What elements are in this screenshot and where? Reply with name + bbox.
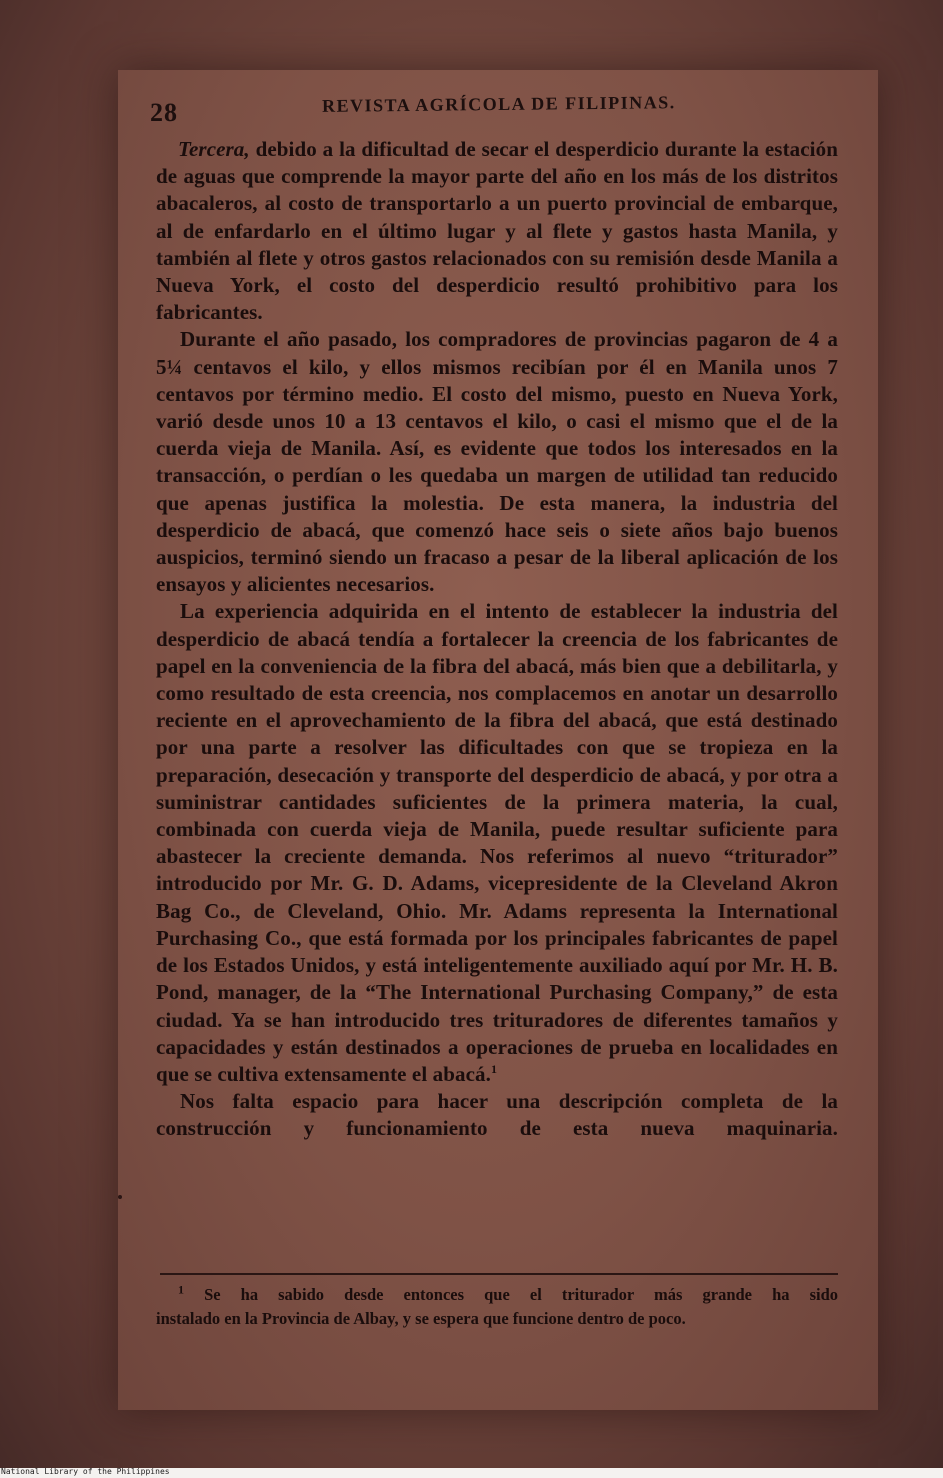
paragraph-2-text: Durante el año pasado, los compradores de provincias pagaron de 4 a 5¼ centavos el kilo, y ellos mismos recibían por él en Manila unos 7 centavos por término medio. El costo del mismo, puesto en Nueva York, varió desde unos 10 a 13 centavos el kilo, o casi el mismo que el de la cuerda vieja de Manila. Así, es evidente que todos los interesados en la transacción, o perdían o les quedaba un margen de utilidad tan reducido que apenas justifica la molestia. De esta manera, la industria del desperdicio de abacá, que comenzó hace seis o siete años bajo buenos auspicios, terminó siendo un fracaso a pesar de la liberal aplicación de los ensayos y alicientes necesarios. [156, 327, 838, 597]
page-header [150, 92, 840, 126]
footnote-line-2 [156, 1307, 838, 1331]
footnote-rule [160, 1273, 838, 1275]
paragraph-4-text: Nos falta espacio para hacer una descripción completa de la construcción y funcionamiento de esta nueva maquinaria. [156, 1089, 838, 1141]
footnote-text: Se ha sabido desde entonces que el triturador más grande ha sido [184, 1285, 838, 1304]
margin-mark [118, 1195, 122, 1199]
running-title: REVISTA AGRÍCOLA DE FILIPINAS. [321, 92, 676, 116]
library-credit: National Library of the Philippines [1, 1467, 170, 1476]
library-credit-strip [0, 1468, 943, 1478]
footnote-reference: 1 [490, 1061, 498, 1076]
paragraph-3-text: La experiencia adquirida en el intento de establecer la industria del desperdicio de abacá tendía a fortalecer la creencia de los fabricantes de papel en la conveniencia de la fibra del abacá, más bien que a debilitarla, y como resultado de esta creencia, nos complacemos en anotar un desarrollo reciente en el aprovechamiento de la fibra del abacá, que está destinado por una parte a resolver las dificultades con que se tropieza en la preparación, desecación y transporte del desperdicio de abacá, y por otra a suministrar cantidades suficientes de la primera materia, la cual, combinada con cuerda vieja de Manila, puede resultar suficiente para abastecer la creciente demanda. Nos referimos al nuevo “triturador” introducido por Mr. G. D. Adams, vicepresidente de la Cleveland Akron Bag Co., de Cleveland, Ohio. Mr. Adams representa la International Purchasing Co., que está formada por los principales fabricantes de papel de los Estados Unidos, y está inteligentemente auxiliado aquí por Mr. H. B. Pond, manager, de la “The International Purchasing Company,” de esta ciudad. Ya se han introducido tres trituradores de diferentes tamaños y capacidades y están destinados a operaciones de prueba en localidades en que se cultiva extensamente el abacá. [156, 599, 838, 1086]
body-text [156, 136, 838, 1143]
footnote-line-1 [156, 1283, 838, 1307]
paragraph-1-text: debido a la dificultad de secar el desperdicio durante la estación de aguas que comprende la mayor parte del año en los más de los distritos abacaleros, al costo de transportarlo a un puerto provincial de embarque, al de enfardarlo en el último lugar y al flete y gastos hasta Manila, y también al flete y otros gastos relacionados con su remisión desde Manila a Nueva York, el costo del desperdicio resultó prohibitivo para los fabricantes. [156, 137, 838, 325]
footnote-marker: 1 [178, 1282, 184, 1297]
page-number: 28 [150, 98, 178, 127]
paragraph-2 [156, 326, 838, 598]
footnote-text-line-2: instalado en la Provincia de Albay, y se espera que funcione dentro de poco. [156, 1309, 686, 1328]
paragraph-4 [156, 1088, 838, 1142]
paragraph-3 [156, 598, 838, 1088]
footnote [156, 1283, 838, 1331]
paragraph-1-lead-word: Tercera, [178, 137, 250, 161]
paragraph-1 [156, 136, 838, 326]
